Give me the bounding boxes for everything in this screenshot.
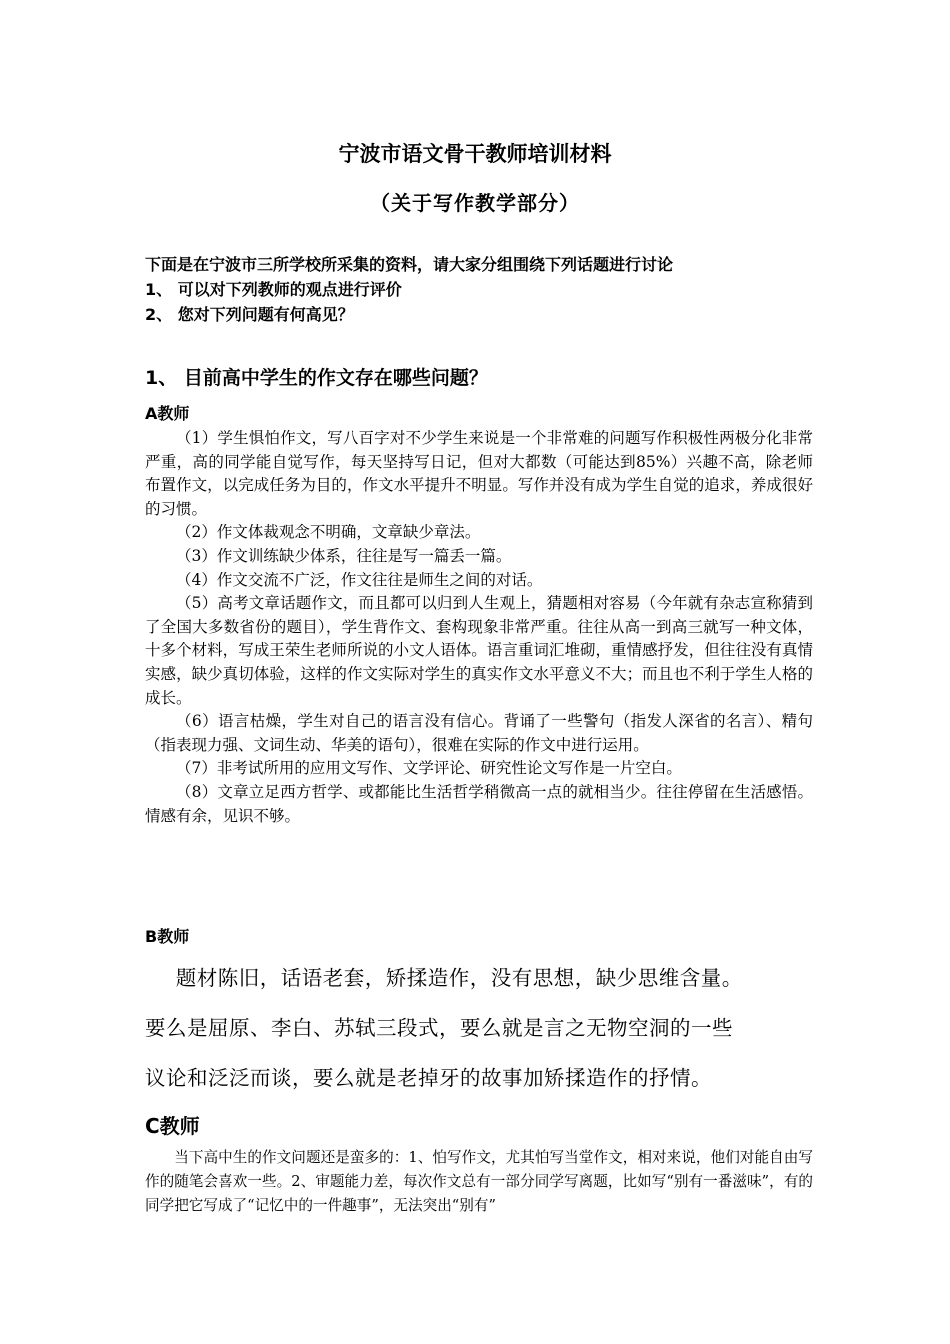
teacher-a-paragraph: （5）高考文章话题作文，而且都可以归到人生观上，猜题相对容易（今年就有杂志宣称猜到了全国大多数省份的题目），学生背作文、套构现象非常严重。往往从高一到高三就写一种文体，十多个材料，写成王荣生老师所说的小文人语体。语言重词汇堆砌，重情感抒发，但往往没有真情实感，缺少真切体验，这样的作文实际对学生的真实作文水平意义不大；而且也不利于学生人格的成长。 xyxy=(145,594,813,707)
teacher-a-paragraph: （8）文章立足西方哲学、或都能比生活哲学稍微高一点的就相当少。往往停留在生活感悟。情感有余，见识不够。 xyxy=(145,782,813,825)
intro-line: 2、 您对下列问题有何高见？ xyxy=(145,305,354,324)
intro-section xyxy=(145,252,813,327)
intro-line: 1、 可以对下列教师的观点进行评价 xyxy=(145,280,402,299)
teacher-a-paragraph: （1）学生惧怕作文，写八百字对不少学生来说是一个非常难的问题写作积极性两极分化非常严重，高的同学能自觉写作，每天坚持写日记，但对大都数（可能达到85%）兴趣不高，除老师布置作文，以完成任务为目的，作文水平提升不明显。写作并没有成为学生自觉的追求，养成很好的习惯。 xyxy=(145,429,813,518)
teacher-a-paragraph: （6）语言枯燥，学生对自己的语言没有信心。背诵了一些警句（指发人深省的名言）、精句（指表现力强、文词生动、华美的语句），很难在实际的作文中进行运用。 xyxy=(145,712,813,754)
teacher-b-line: 题材陈旧，话语老套，矫揉造作，没有思想，缺少思维含量。 xyxy=(175,966,743,990)
teacher-b-label: B教师 xyxy=(145,927,190,946)
teacher-b-line: 议论和泛泛而谈，要么就是老掉牙的故事加矫揉造作的抒情。 xyxy=(145,1066,712,1090)
teacher-a-paragraph: （4）作文交流不广泛，作文往往是师生之间的对话。 xyxy=(176,570,543,589)
teacher-a-paragraph: （2）作文体裁观念不明确，文章缺少章法。 xyxy=(176,523,481,542)
teacher-a-paragraph: （3）作文训练缺少体系，往往是写一篇丢一篇。 xyxy=(176,546,512,565)
document-title: 宁波市语文骨干教师培训材料 xyxy=(338,142,612,166)
intro-line: 下面是在宁波市三所学校所采集的资料，请大家分组围绕下列话题进行讨论 xyxy=(145,255,674,274)
teacher-c-paragraph: 当下高中生的作文问题还是蛮多的：1、怕写作文，尤其怕写当堂作文，相对来说，他们对能自由写作的随笔会喜欢一些。2、审题能力差，每次作文总有一部分同学写离题，比如写“别有一番滋味”，有的同学把它写成了“记忆中的一件趣事”，无法突出“别有” xyxy=(145,1149,813,1214)
question-heading: 1、 目前高中学生的作文存在哪些问题？ xyxy=(145,367,488,389)
teacher-a-paragraph: （7）非考试所用的应用文写作、文学评论、研究性论文写作是一片空白。 xyxy=(176,759,682,778)
teacher-b-line: 要么是屈原、李白、苏轼三段式，要么就是言之无物空洞的一些 xyxy=(145,1016,733,1040)
teacher-c-section xyxy=(145,1146,813,1218)
teacher-c-label: C教师 xyxy=(145,1114,200,1138)
teacher-b-section xyxy=(145,953,813,1103)
teacher-a-section xyxy=(145,427,813,828)
teacher-a-label: A教师 xyxy=(145,404,190,423)
document-subtitle: （关于写作教学部分） xyxy=(370,191,580,215)
